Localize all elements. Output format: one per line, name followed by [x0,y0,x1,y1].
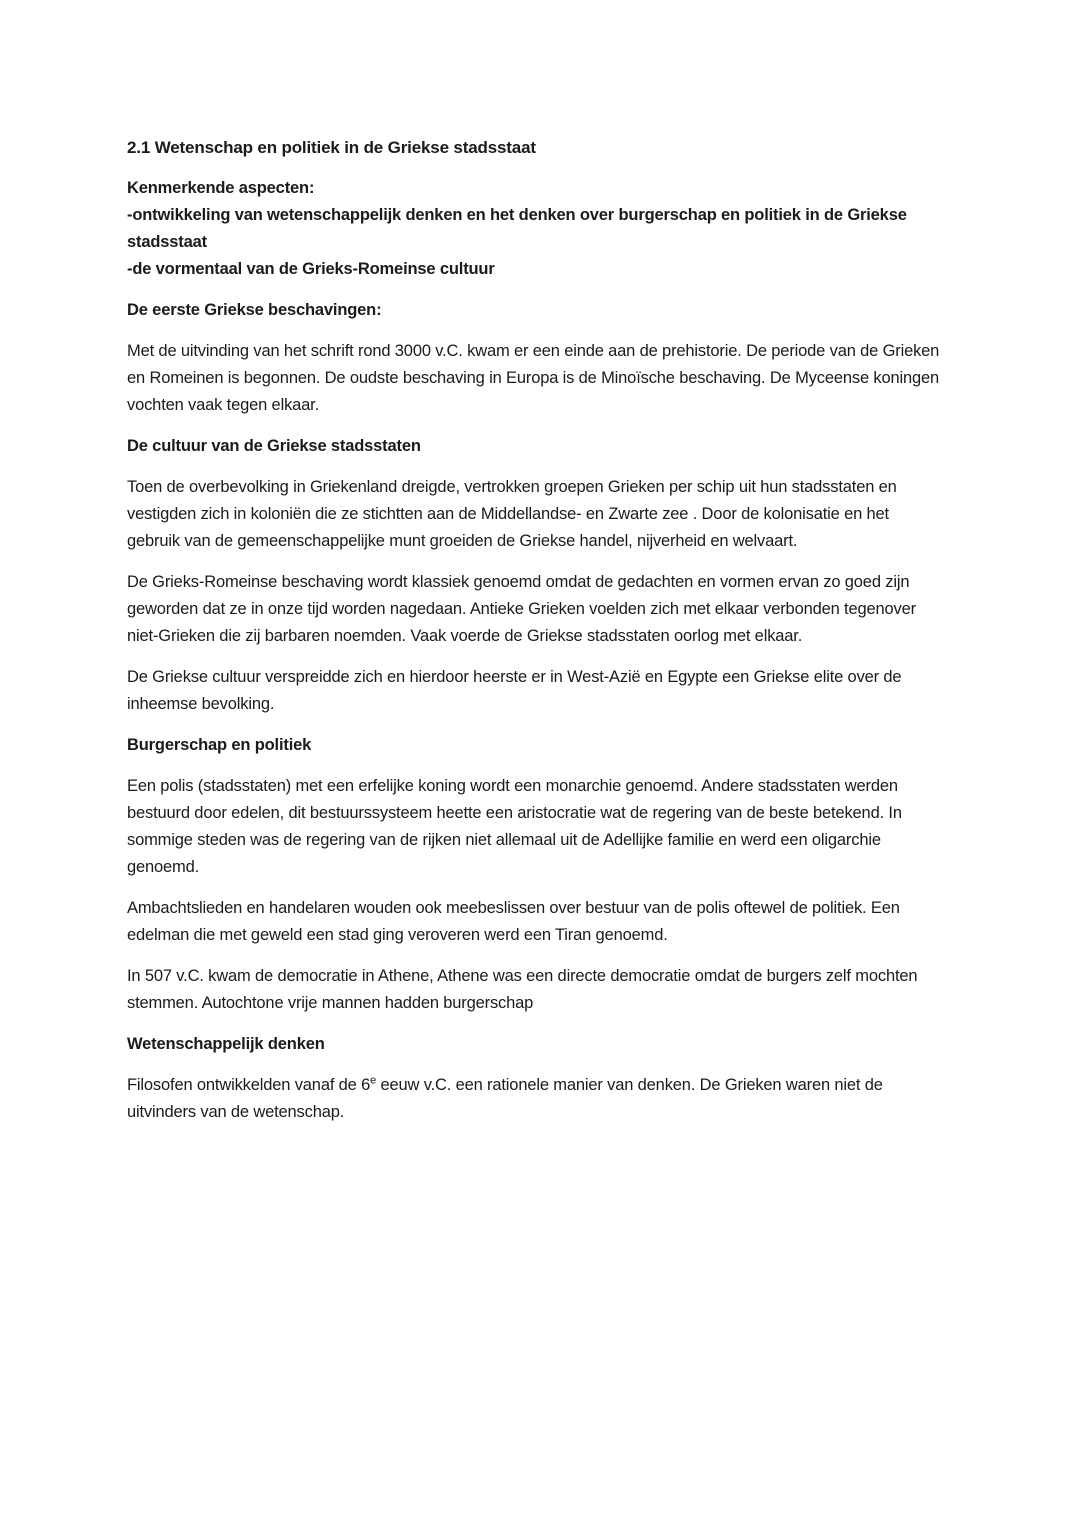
paragraph: Een polis (stadsstaten) met een erfelijke koning wordt een monarchie genoemd. Andere stadsstaten werden bestuurd door edelen, dit bestuurssysteem heette een aristocratie wat de regering van de beste betekend. In sommige steden was de regering van de rijken niet allemaal uit de Adellijke familie en werd een oligarchie genoemd. [127,777,902,876]
paragraph: De Griekse cultuur verspreidde zich en hierdoor heerste er in West-Azië en Egypte een Griekse elite over de inheemse bevolking. [127,668,902,713]
section-heading-wetenschappelijk-denken: Wetenschappelijk denken [127,1035,325,1053]
document-title: 2.1 Wetenschap en politiek in de Griekse stadsstaat [127,138,536,157]
key-aspects-block [127,175,945,283]
closing-paragraph-text: eeuw v.C. een rationele manier van denken. De Grieken waren niet de uitvinders van de wetenschap. [127,1076,883,1121]
key-aspects-item: -ontwikkeling van wetenschappelijk denken en het denken over burgerschap en politiek in de Griekse stadsstaat [127,206,907,251]
paragraph: In 507 v.C. kwam de democratie in Athene, Athene was een directe democratie omdat de burgers zelf mochten stemmen. Autochtone vrije mannen hadden burgerschap [127,967,918,1012]
closing-paragraph-text: Filosofen ontwikkelden vanaf de 6 [127,1076,371,1094]
paragraph: De Grieks-Romeinse beschaving wordt klassiek genoemd omdat de gedachten en vormen ervan zo goed zijn geworden dat ze in onze tijd worden nagedaan. Antieke Grieken voelden zich met elkaar verbonden tegenover niet-Grieken die zij barbaren noemden. Vaak voerde de Griekse stadsstaten oorlog met elkaar. [127,573,916,645]
key-aspects-item: -de vormentaal van de Grieks-Romeinse cultuur [127,260,495,278]
section-heading-burgerschap-en-politiek: Burgerschap en politiek [127,736,312,754]
paragraph: Met de uitvinding van het schrift rond 3000 v.C. kwam er een einde aan de prehistorie. De periode van de Grieken en Romeinen is begonnen. De oudste beschaving in Europa is de Minoïsche beschaving. De Myceense koningen vochten vaak tegen elkaar. [127,342,940,414]
paragraph: Toen de overbevolking in Griekenland dreigde, vertrokken groepen Grieken per schip uit hun stadsstaten en vestigden zich in koloniën die ze stichtten aan de Middellandse- en Zwarte zee . Door de kolonisatie en het gebruik van de gemeenschappelijke munt groeiden de Griekse handel, nijverheid en welvaart. [127,478,897,550]
paragraph: Ambachtslieden en handelaren wouden ook meebeslissen over bestuur van de polis oftewel de politiek. Een edelman die met geweld een stad ging veroveren werd een Tiran genoemd. [127,899,900,944]
key-aspects-heading: Kenmerkende aspecten: [127,179,315,197]
superscript-e: e [370,1074,377,1087]
section-heading-cultuur-griekse-stadsstaten: De cultuur van de Griekse stadsstaten [127,437,421,455]
section-heading-eerste-griekse-beschavingen: De eerste Griekse beschavingen: [127,301,382,319]
paragraph [127,1072,945,1126]
